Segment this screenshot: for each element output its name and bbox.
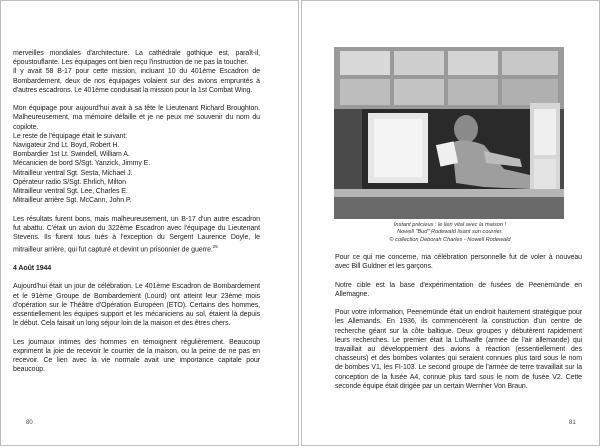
archival-photo [334,47,564,219]
caption-line: Instant précieux : le lien vital avec la maison ! [393,222,507,228]
crew-member: Navigateur 2nd Lt. Boyd, Robert H. [13,142,120,150]
crew-member: Bombardier 1st Lt. Swindell, William A. [13,151,130,159]
crew-intro: Le reste de l'équipage était le suivant: [13,132,128,140]
paragraph: Il y avait 58 B-17 pour cette mission, incluant 10 du 401ème Escadron de Bombardement, deux de nos équipages volaient sur des avions empruntés à d'autres escadrons. Le 401ème conduisait la mission pour la 1st Combat Wing. [13,68,260,94]
paragraph: Pour ce qui me concerne, ma célébration personnelle fut de voler à nouveau avec Bill Guldner et les garçons. [335,254,582,271]
page-number: 80 [26,420,33,426]
paragraph [13,215,260,255]
right-text-column [335,253,582,391]
section-heading: 4 Août 1944 [13,264,52,272]
paragraph: Mon équipage pour aujourd'hui avait à sa tête le Lieutenant Richard Broughton. Malheureusement, ma mémoire défaille et je ne peux me souvenir du nom du copilote. [13,105,260,131]
footnote-mark: 25 [212,244,218,250]
crew-member: Mitrailleur ventral Sgt. Lee, Charles E. [13,188,128,196]
crew-member: Mécanicien de bord S/Sgt. Yanzick, Jimmy E. [13,160,151,168]
paragraph: Pour votre information, Peenemünde était un endroit hautement stratégique pour les Allemands. En 1936, ils commencèrent la construction d'un centre de recherche géant sur la côte baltique. Deux groupes y débutèrent rapidement leurs recherches. Le premier était la Luftwaffe (armée de l'air allemande) qui travaillait au développement des avions à réaction (essentiellement des chasseurs) et des bombes volantes qui seraient connues plus tard sous le nom de bombes V1, les FI-103. Le second groupe de l'armée de terre travaillait sur la conception de la fusée A4, connue plus tard sous le nom de fusée V2. Cette seconde équipe était dirigée par un certain Wernher Von Braun. [335,309,582,390]
left-text-column [13,49,260,374]
crew-member: Mitrailleur arrière Sgt. McCann, John P. [13,197,132,205]
paragraph: Les journaux intimes des hommes en témoignent régulièrement. Beaucoup expriment la joie de recevoir le courrier de la maison, ou la peine de ne pas en recevoir. Ce lien avec la vie normale avait une importance capitale pour beaucoup. [13,338,260,374]
crew-member: Opérateur radio S/Sgt. Ehrlich, Milton [13,178,126,186]
page-number: 81 [569,420,576,426]
paragraph: Aujourd'hui était un jour de célébration. Le 401ème Escadron de Bombardement et le 91ème Groupe de Bombardement (Lourd) ont atteint leur 23ème mois d'opération sur le Théâtre d'Opération Européen (ETO). Certains des hommes, essentiellement les équipes support et les mécaniciens au sol, étaient là depuis le début. Cela faisait un long séjour loin de la maison et des êtres chers. [13,283,260,328]
paragraph: merveilles mondiales d'architecture. La cathédrale gothique est, paraît-il, époustouflante. Les équipages ont bien reçu l'instruction de ne pas la toucher. [13,50,260,67]
crew-member: Mitrailleur ventral Sgt. Sesta, Michael J. [13,169,133,177]
right-page [301,0,600,446]
photo-caption [330,222,570,244]
paragraph: Notre cible est la base d'expérimentation de fusées de Peenemünde en Allemagne. [335,281,582,298]
photo-illustration [334,47,564,219]
caption-line: Nowell "Bud" Rodewald lisant son courrier. [397,229,503,236]
paragraph-text: Les résultats furent bons, mais malheureusement, un B-17 d'un autre escadron fut abattu. C'était un avion du 322ème Escadron avec l'équipage du Lieutenant Stevens. Ils furent tous tués à l'exception du Sergent Laurence Doyle, le mitrailleur arrière, qui fut capturé et devint un prisonnier de guerre. [13,215,260,254]
left-page [0,0,299,446]
caption-line: © collection Deborah Charles - Nowell Rodewald [389,236,511,243]
